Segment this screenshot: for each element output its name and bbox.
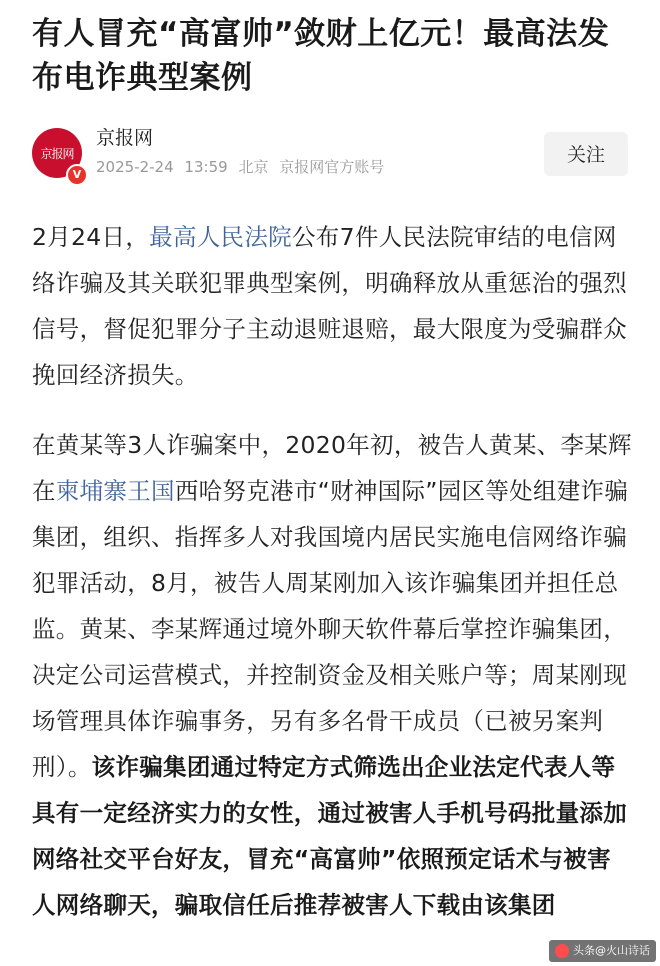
author-name[interactable]: 京报网: [96, 127, 154, 149]
paragraph-2-bold: 该诈骗集团通过特定方式筛选出企业法定代表人等具有一定经济实力的女性，通过被害人手机号码批量添加网络社交平台好友，冒充“高富帅”依照预定话术与被害人网络聊天，骗取信任后推荐被害人下载由该集团: [32, 753, 627, 919]
paragraph-1-prefix: 2月24日，: [32, 223, 150, 251]
toutiao-logo-icon: [555, 944, 569, 958]
link-cambodia[interactable]: 柬埔寨王国: [55, 477, 175, 505]
paragraph-2-part-2: 西哈努克港市“财神国际”园区等处组建诈骗集团，组织、指挥多人对我国境内居民实施电信网络诈骗犯罪活动，8月，被告人周某刚加入该诈骗集团并担任总监。黄某、李某辉通过境外聊天软件幕后掌控诈骗集团，决定公司运营模式，并控制资金及相关账户等；周某刚现场管理具体诈骗事务，另有多名骨干成员（已被另案判刑）。: [32, 477, 629, 781]
publish-location: 北京: [238, 158, 269, 176]
paragraph-2-part-1: 在黄某等3人诈骗案中，2020年初，被告人黄某、李某辉在: [32, 431, 632, 505]
author-bar: [32, 124, 630, 186]
link-supreme-court[interactable]: 最高人民法院: [149, 223, 292, 251]
follow-button[interactable]: 关注: [544, 132, 628, 176]
paragraph-1-suffix: 公布7件人民法院审结的电信网络诈骗及其关联犯罪典型案例，明确释放从重惩治的强烈信号，督促犯罪分子主动退赃退赔，最大限度为受骗群众挽回经济损失。: [32, 223, 627, 389]
verified-badge-icon: V: [66, 164, 88, 186]
watermark: [549, 940, 656, 962]
article-meta: [96, 156, 390, 178]
article-title: 有人冒充“高富帅”敛财上亿元！最高法发布电诈典型案例: [32, 16, 610, 96]
publish-time: 13:59: [184, 158, 228, 176]
article-paragraph-1: [32, 214, 632, 398]
avatar-logo-text: 京报网: [40, 146, 74, 161]
account-type: 京报网官方账号: [279, 158, 385, 176]
watermark-text: 头条@火山诗话: [573, 944, 650, 957]
article-body: [32, 214, 632, 952]
publish-date: 2025-2-24: [96, 158, 174, 176]
article-paragraph-2: [32, 422, 632, 928]
